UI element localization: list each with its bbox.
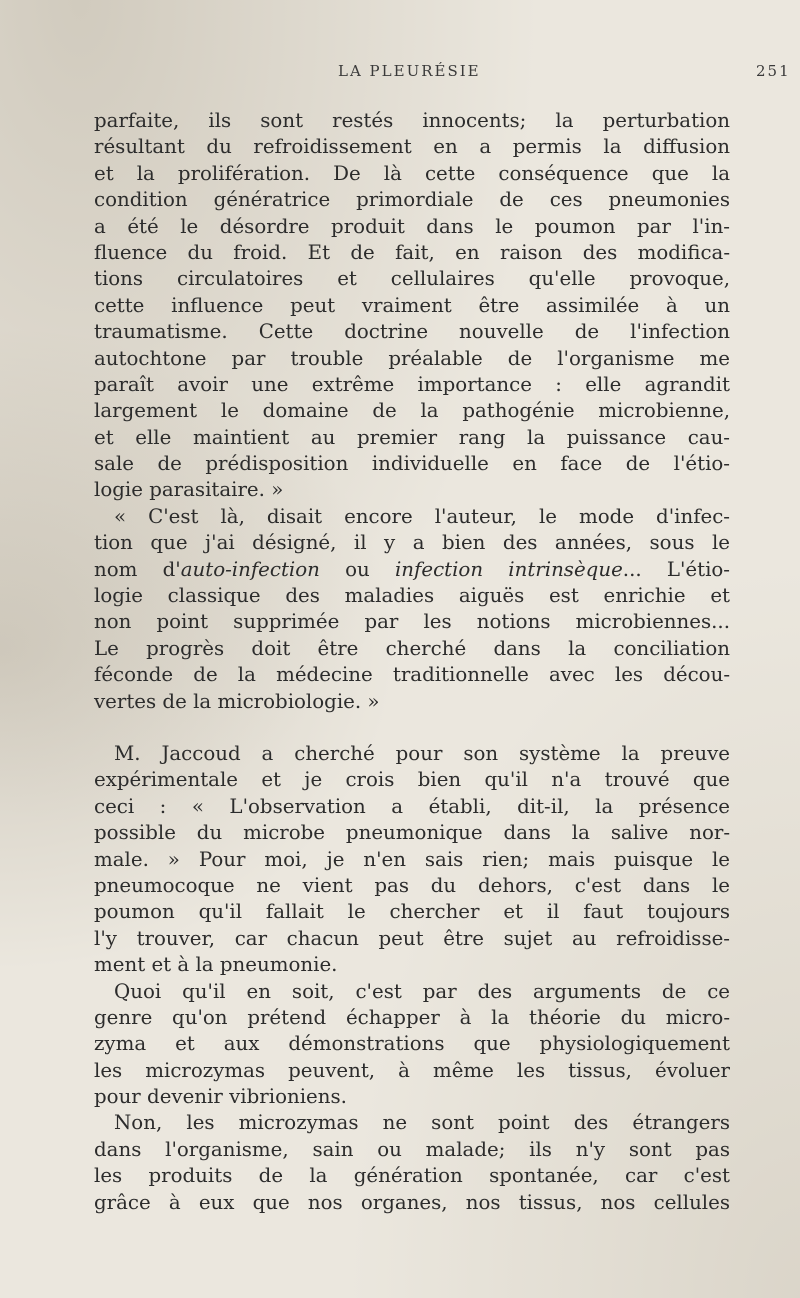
body-text	[94, 108, 730, 1216]
text-line: grâce à eux que nos organes, nos tissus, nos cellules	[94, 1190, 730, 1214]
text-line: Quoi qu'il en soit, c'est par des arguments de ce	[114, 979, 730, 1003]
text-line: male. » Pour moi, je n'en sais rien; mais puisque le	[94, 847, 730, 871]
text-line: ment et à la pneumonie.	[94, 953, 338, 977]
text-line: fluence du froid. Et de fait, en raison des modifica-	[94, 240, 730, 264]
text-line: traumatisme. Cette doctrine nouvelle de l'infection	[94, 320, 730, 344]
italic-term: infection intrinsèque	[394, 557, 623, 581]
italic-term: auto-infection	[180, 557, 320, 581]
text-line: et la prolifération. De là cette conséquence que la	[94, 161, 730, 185]
text-line: logie parasitaire. »	[94, 478, 284, 502]
text-line: et elle maintient au premier rang la puissance cau-	[94, 425, 730, 449]
text-line: genre qu'on prétend échapper à la théorie du micro-	[94, 1005, 730, 1029]
page-number: 251	[756, 62, 791, 80]
text-line: tion que j'ai désigné, il y a bien des années, sous le	[94, 531, 730, 555]
text-line: l'y trouver, car chacun peut être sujet au refroidisse-	[94, 926, 730, 950]
running-title: LA PLEURÉSIE	[338, 62, 481, 80]
text-line: poumon qu'il fallait le chercher et il faut toujours	[94, 900, 730, 924]
text-line: logie classique des maladies aiguës est enrichie et	[94, 584, 730, 608]
text-line: largement le domaine de la pathogénie microbienne,	[94, 399, 730, 423]
text-line: condition génératrice primordiale de ces pneumonies	[94, 188, 730, 212]
text-line: expérimentale et je crois bien qu'il n'a trouvé que	[94, 768, 730, 792]
text-line: dans l'organisme, sain ou malade; ils n'y sont pas	[94, 1137, 730, 1161]
text-line: zyma et aux démonstrations que physiologiquement	[94, 1032, 730, 1056]
text-line: pour devenir vibrioniens.	[94, 1085, 347, 1109]
text-line: les produits de la génération spontanée, car c'est	[94, 1164, 730, 1188]
text-segment: ... L'étio-	[622, 557, 730, 581]
text-line: possible du microbe pneumonique dans la salive nor-	[94, 821, 730, 845]
text-line: parfaite, ils sont restés innocents; la perturbation	[94, 109, 730, 132]
text-line: non point supprimée par les notions microbiennes...	[94, 610, 730, 634]
text-segment: nom d'	[94, 557, 181, 581]
text-line: Le progrès doit être cherché dans la conciliation	[94, 636, 730, 660]
text-line: « C'est là, disait encore l'auteur, le mode d'infec-	[114, 504, 730, 528]
text-line: a été le désordre produit dans le poumon par l'in-	[94, 214, 730, 238]
text-line: féconde de la médecine traditionnelle avec les décou-	[94, 663, 730, 687]
text-line: ceci : « L'observation a établi, dit-il, la présence	[94, 794, 730, 818]
running-head	[0, 60, 800, 86]
text-line: autochtone par trouble préalable de l'organisme me	[94, 346, 730, 370]
text-line: tions circulatoires et cellulaires qu'elle provoque,	[94, 267, 730, 291]
text-line: sale de prédisposition individuelle en face de l'étio-	[94, 452, 730, 476]
text-line: vertes de la microbiologie. »	[94, 689, 380, 713]
paragraph-gap	[94, 715, 730, 741]
text-line: résultant du refroidissement en a permis la diffusion	[94, 135, 730, 159]
text-line: les microzymas peuvent, à même les tissus, évoluer	[94, 1058, 730, 1082]
text-line: Non, les microzymas ne sont point des étrangers	[114, 1111, 730, 1135]
text-line: paraît avoir une extrême importance : elle agrandit	[94, 372, 730, 396]
text-line: M. Jaccoud a cherché pour son système la preuve	[114, 741, 730, 765]
text-segment: ou	[319, 557, 395, 581]
text-line: pneumocoque ne vient pas du dehors, c'est dans le	[94, 873, 730, 897]
text-line: cette influence peut vraiment être assimilée à un	[94, 293, 730, 317]
text-line-mixed	[94, 557, 730, 583]
